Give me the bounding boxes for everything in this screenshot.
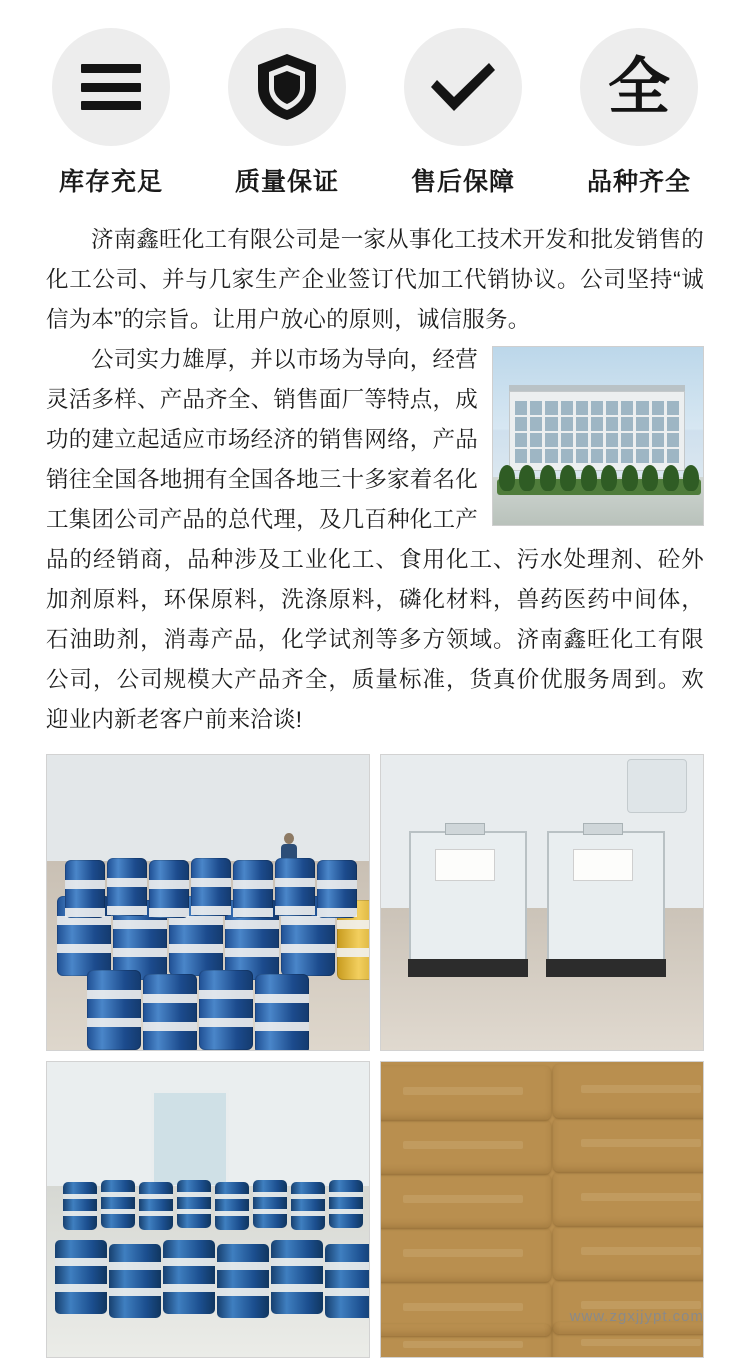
feature-label: 库存充足 xyxy=(58,168,163,196)
feature-label: 品种齐全 xyxy=(586,168,691,196)
factory-building-photo xyxy=(492,346,704,526)
feature-item-inventory xyxy=(46,28,176,198)
feature-icon-circle xyxy=(52,28,170,146)
photo-blue-drums-warehouse xyxy=(46,754,370,1051)
menu-bars-icon xyxy=(81,64,141,110)
feature-label: 质量保证 xyxy=(234,168,339,196)
product-photo-grid xyxy=(46,754,704,1358)
feature-item-variety xyxy=(574,28,704,198)
about-paragraph-1: 济南鑫旺化工有限公司是一家从事化工技术开发和批发销售的化工公司、并与几家生产企业签订代加工代销协议。公司坚持“诚信为本”的宗旨。让用户放心的原则，诚信服务。 xyxy=(46,227,704,332)
footer-website-url: www.zgxjjypt.com xyxy=(569,1308,704,1325)
photo-drum-rows xyxy=(46,1061,370,1358)
feature-label: 售后保障 xyxy=(410,168,515,196)
photo-ibc-totes xyxy=(380,754,704,1051)
feature-icon-circle xyxy=(404,28,522,146)
feature-item-quality xyxy=(222,28,352,198)
feature-icon-circle xyxy=(580,28,698,146)
shield-icon xyxy=(256,52,318,122)
feature-icon-circle xyxy=(228,28,346,146)
feature-item-aftersales xyxy=(398,28,528,198)
quan-character-icon: 全 xyxy=(607,50,670,123)
about-paragraph-2: 公司实力雄厚，并以市场为导向，经营灵活多样、产品齐全、销售面厂等特点，成功的建立起适应市场经济的销售网络，产品销往全国各地拥有全国各地三十多家着名化工集团公司产品的总代理，及几百种化工产品的经销商，品种涉及工业化工、食用化工、污水处理剂、砼外加剂原料，环保原料，洗涤原料，磷化材料，兽药医药中间体，石油助剂，消毒产品，化学试剂等多方领域。济南鑫旺化工有限公司，公司规模大产品齐全，质量标准，货真价优服务周到。欢迎业内新老客户前来洽谈! xyxy=(46,347,704,732)
about-company-text xyxy=(46,220,704,740)
check-icon xyxy=(427,59,499,115)
feature-badges-row xyxy=(0,0,750,198)
